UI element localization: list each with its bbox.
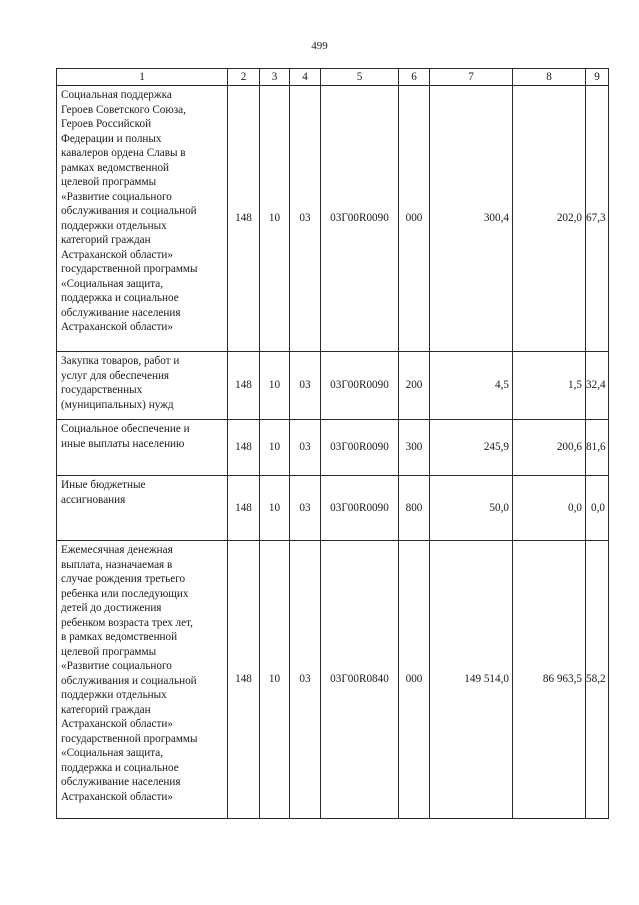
execution-percent-cell: 58,2 xyxy=(586,541,609,819)
description-line: обслуживание населения xyxy=(61,776,181,788)
target-article-cell: 03Г00R0090 xyxy=(321,352,399,420)
executed-amount-cell: 86 963,5 xyxy=(513,541,586,819)
grbs-code-cell: 148 xyxy=(228,476,260,541)
description-line: ребенком возраста трех лет, xyxy=(61,616,193,629)
planned-amount-cell: 300,4 xyxy=(430,86,513,352)
subsection-code-cell: 03 xyxy=(290,476,321,541)
column-header: 4 xyxy=(290,69,321,86)
planned-amount-cell: 245,9 xyxy=(430,420,513,476)
target-article-cell: 03Г00R0840 xyxy=(321,541,399,819)
description-line: поддержки отдельных xyxy=(61,219,167,232)
executed-amount-cell: 0,0 xyxy=(513,476,586,541)
column-header: 1 xyxy=(57,69,228,86)
expense-type-cell: 200 xyxy=(399,352,430,420)
table-header-row xyxy=(57,69,609,86)
column-header: 2 xyxy=(228,69,260,86)
table-row xyxy=(57,541,609,819)
description-line: государственных xyxy=(61,384,143,396)
description-line: «Социальная защита, xyxy=(61,747,164,759)
planned-amount-cell: 149 514,0 xyxy=(430,541,513,819)
grbs-code-cell: 148 xyxy=(228,86,260,352)
description-line: «Социальная защита, xyxy=(61,277,164,290)
planned-amount-cell: 4,5 xyxy=(430,352,513,420)
column-header: 9 xyxy=(586,69,609,86)
table-row xyxy=(57,86,609,352)
description-line: случае рождения третьего xyxy=(61,573,186,585)
execution-percent-cell: 32,4 xyxy=(586,352,609,420)
description-line: Астраханской области» xyxy=(61,718,173,730)
budget-table xyxy=(56,68,609,819)
row-description xyxy=(57,541,228,819)
description-line: Социальное обеспечение и xyxy=(61,423,190,435)
executed-amount-cell: 202,0 xyxy=(513,86,586,352)
executed-amount-cell: 1,5 xyxy=(513,352,586,420)
executed-amount-cell: 200,6 xyxy=(513,420,586,476)
target-article-cell: 03Г00R0090 xyxy=(321,420,399,476)
expense-type-cell: 300 xyxy=(399,420,430,476)
description-line: поддержка и социальное xyxy=(61,292,179,304)
subsection-code-cell: 03 xyxy=(290,541,321,819)
description-line: «Развитие социального xyxy=(61,190,172,203)
row-description xyxy=(57,86,228,352)
column-header: 8 xyxy=(513,69,586,86)
target-article-cell: 03Г00R0090 xyxy=(321,86,399,352)
description-line: ребенка или последующих xyxy=(61,587,189,600)
table-body xyxy=(57,86,609,819)
table-row xyxy=(57,420,609,476)
execution-percent-cell: 0,0 xyxy=(586,476,609,541)
description-line: обслуживание населения xyxy=(61,306,181,319)
description-line: Закупка товаров, работ и xyxy=(61,355,180,367)
expense-type-cell: 000 xyxy=(399,541,430,819)
description-line: Героев Российской xyxy=(61,118,152,130)
column-header: 3 xyxy=(260,69,290,86)
planned-amount-cell: 50,0 xyxy=(430,476,513,541)
section-code-cell: 10 xyxy=(260,476,290,541)
description-line: в рамках ведомственной xyxy=(61,631,178,643)
description-line: «Развитие социального xyxy=(61,660,172,672)
execution-percent-cell: 81,6 xyxy=(586,420,609,476)
table-row xyxy=(57,476,609,541)
description-line: Социальная поддержка xyxy=(61,89,172,101)
description-line: Федерации и полных xyxy=(61,132,162,145)
description-line: государственной программы xyxy=(61,732,198,745)
description-line: обслуживания и социальной xyxy=(61,205,197,217)
subsection-code-cell: 03 xyxy=(290,86,321,352)
section-code-cell: 10 xyxy=(260,352,290,420)
description-line: Героев Советского Союза, xyxy=(61,103,186,116)
execution-percent-cell: 67,3 xyxy=(586,86,609,352)
column-header: 7 xyxy=(430,69,513,86)
target-article-cell: 03Г00R0090 xyxy=(321,476,399,541)
description-line: кавалеров ордена Славы в xyxy=(61,147,186,159)
section-code-cell: 10 xyxy=(260,86,290,352)
description-line: Астраханской области» xyxy=(61,248,173,261)
column-header: 5 xyxy=(321,69,399,86)
description-line: Астраханской области» xyxy=(61,790,173,803)
description-line: (муниципальных) нужд xyxy=(61,398,174,411)
description-line: Иные бюджетные xyxy=(61,479,146,491)
description-line: категорий граждан xyxy=(61,234,151,246)
subsection-code-cell: 03 xyxy=(290,420,321,476)
grbs-code-cell: 148 xyxy=(228,541,260,819)
description-line: целевой программы xyxy=(61,176,157,188)
grbs-code-cell: 148 xyxy=(228,352,260,420)
column-header: 6 xyxy=(399,69,430,86)
row-description xyxy=(57,352,228,420)
section-code-cell: 10 xyxy=(260,541,290,819)
description-line: поддержка и социальное xyxy=(61,761,179,774)
grbs-code-cell: 148 xyxy=(228,420,260,476)
description-line: Ежемесячная денежная xyxy=(61,544,173,556)
description-line: ассигнования xyxy=(61,493,126,506)
row-description xyxy=(57,420,228,476)
description-line: рамках ведомственной xyxy=(61,161,170,174)
page-number: 499 xyxy=(311,40,328,52)
section-code-cell: 10 xyxy=(260,420,290,476)
description-line: целевой программы xyxy=(61,645,157,658)
table-row xyxy=(57,352,609,420)
row-description xyxy=(57,476,228,541)
description-line: государственной программы xyxy=(61,263,198,275)
description-line: Астраханской области» xyxy=(61,321,173,333)
expense-type-cell: 000 xyxy=(399,86,430,352)
subsection-code-cell: 03 xyxy=(290,352,321,420)
description-line: поддержки отдельных xyxy=(61,689,167,701)
description-line: обслуживания и социальной xyxy=(61,674,197,687)
expense-type-cell: 800 xyxy=(399,476,430,541)
description-line: категорий граждан xyxy=(61,703,151,716)
description-line: выплата, назначаемая в xyxy=(61,558,173,571)
description-line: услуг для обеспечения xyxy=(61,369,170,382)
description-line: иные выплаты населению xyxy=(61,437,185,450)
description-line: детей до достижения xyxy=(61,602,162,614)
